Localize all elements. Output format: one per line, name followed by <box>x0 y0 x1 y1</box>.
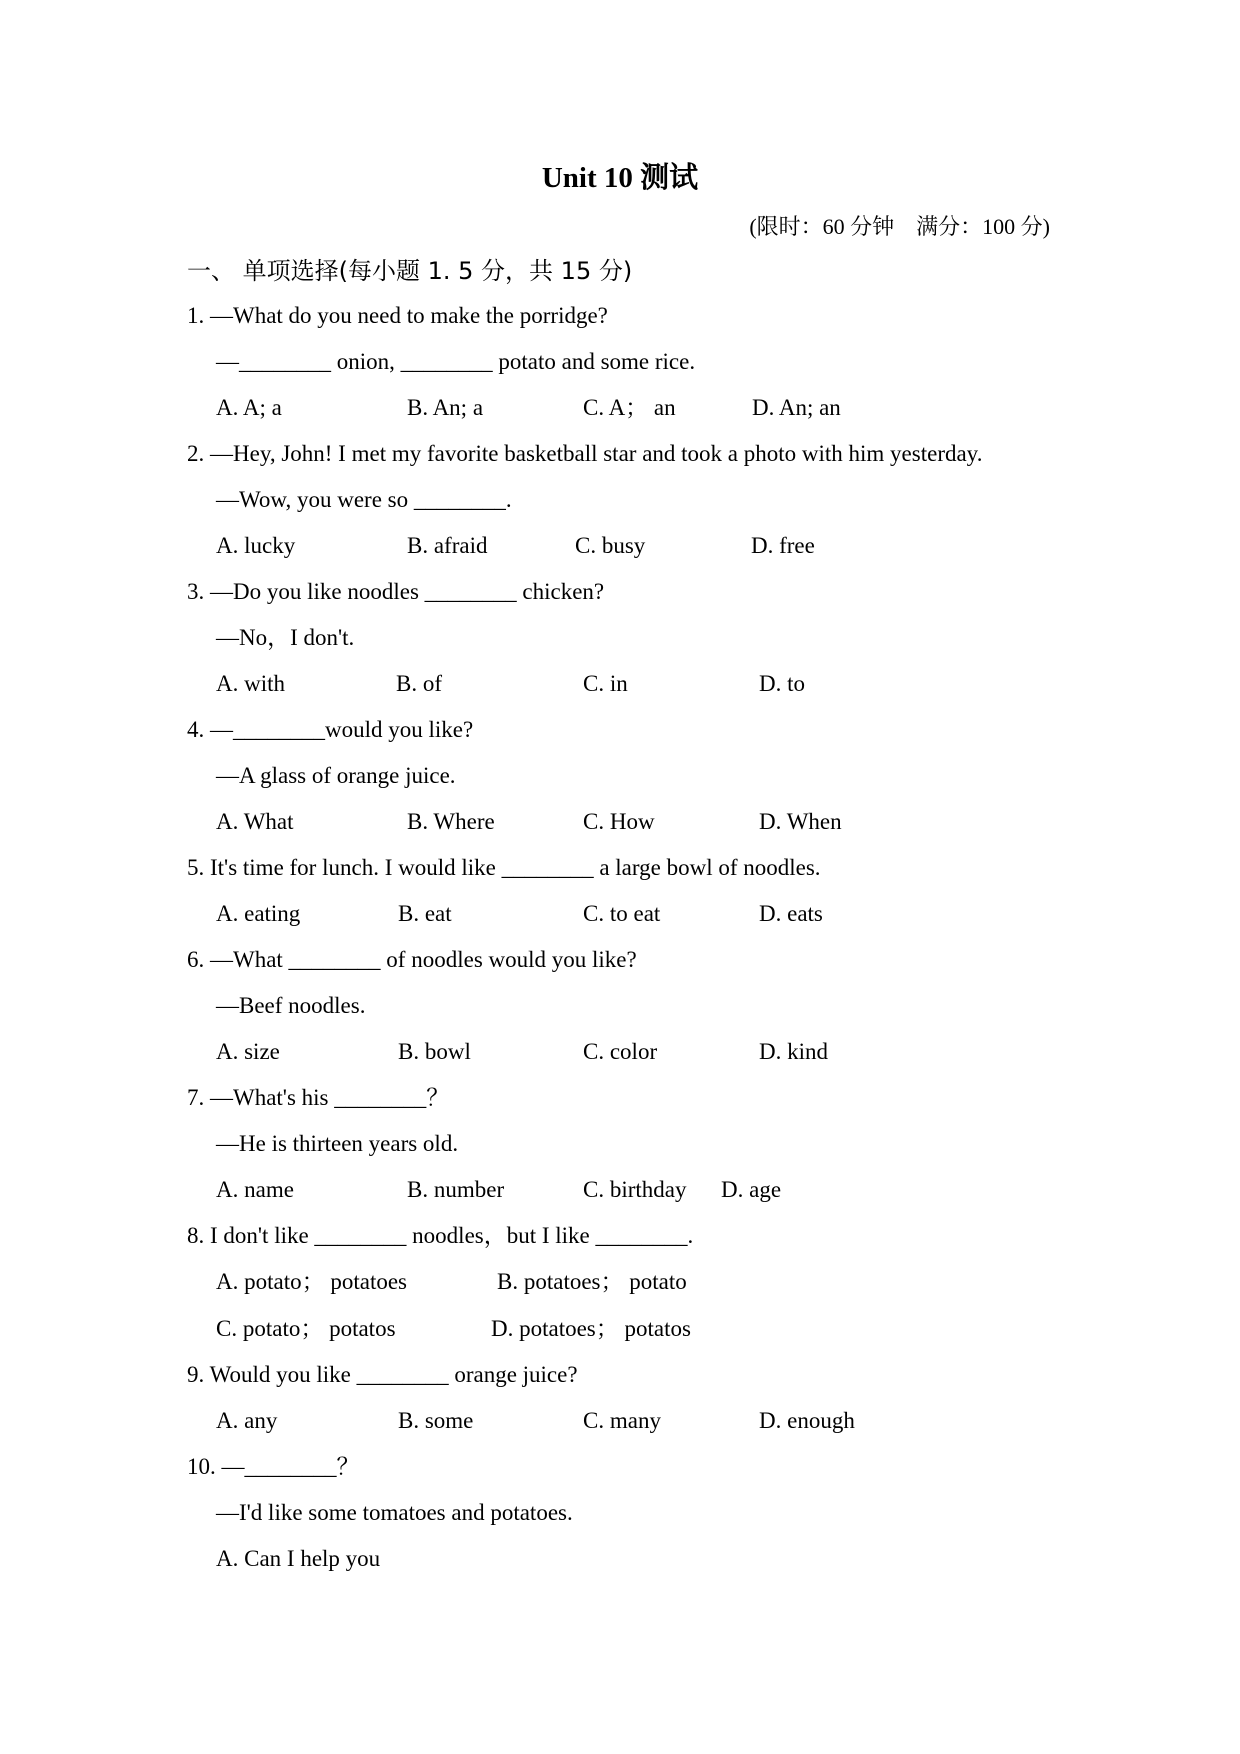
question-reply: —No，I don't. <box>216 625 355 650</box>
option: A. size <box>216 1039 280 1064</box>
option: A. name <box>216 1177 294 1202</box>
question-stem: 3. —Do you like noodles ________ chicken? <box>187 579 605 604</box>
option: D. age <box>721 1177 782 1202</box>
section-heading: 一、 单项选择(每小题 1. 5 分，共 15 分) <box>187 257 633 285</box>
question-reply: —I'd like some tomatoes and potatoes. <box>216 1500 573 1525</box>
question-reply: —A glass of orange juice. <box>216 763 456 788</box>
option: D. An; an <box>752 395 841 420</box>
option: B. of <box>396 671 442 696</box>
question-stem: 10. —________？ <box>187 1454 360 1479</box>
option: C. in <box>583 671 628 696</box>
option: C. busy <box>575 533 646 558</box>
option: B. potatoes； potato <box>497 1269 687 1294</box>
option: A. potato； potatoes <box>216 1269 407 1294</box>
option: B. number <box>407 1177 505 1202</box>
option: B. afraid <box>407 533 488 558</box>
question-stem: 9. Would you like ________ orange juice? <box>187 1362 578 1387</box>
time-score-limits: (限时：60 分钟 满分：100 分) <box>749 214 1050 239</box>
question-reply: —Beef noodles. <box>216 993 366 1018</box>
question-reply: —Wow, you were so ________. <box>216 487 512 512</box>
question-stem: 1. —What do you need to make the porridge? <box>187 303 608 328</box>
option: A. A; a <box>216 395 282 420</box>
option: D. enough <box>759 1408 855 1433</box>
option: B. some <box>398 1408 474 1433</box>
question-stem: 4. —________would you like? <box>187 717 474 742</box>
option: C. many <box>583 1408 661 1433</box>
option: A. lucky <box>216 533 296 558</box>
option: A. any <box>216 1408 278 1433</box>
option: D. When <box>759 809 842 834</box>
option: D. free <box>751 533 815 558</box>
option: A. eating <box>216 901 301 926</box>
page-title: Unit 10 测试 <box>541 162 699 194</box>
option: C. potato； potatos <box>216 1316 396 1341</box>
option: C. birthday <box>583 1177 687 1202</box>
question-reply: —________ onion, ________ potato and some rice. <box>216 349 696 374</box>
question-reply: —He is thirteen years old. <box>216 1131 459 1156</box>
option: A. with <box>216 671 285 696</box>
question-stem: 2. —Hey, John! I met my favorite basketball star and took a photo with him yesterday. <box>187 441 983 466</box>
option: C. to eat <box>583 901 661 926</box>
option: A. Can I help you <box>216 1546 381 1571</box>
option: D. potatoes； potatos <box>491 1316 691 1341</box>
option: B. Where <box>407 809 495 834</box>
option: B. bowl <box>398 1039 471 1064</box>
option: D. kind <box>759 1039 828 1064</box>
option: C. A； an <box>583 395 676 420</box>
option: C. color <box>583 1039 658 1064</box>
question-stem: 6. —What ________ of noodles would you like? <box>187 947 637 972</box>
option: C. How <box>583 809 655 834</box>
option: D. to <box>759 671 805 696</box>
question-stem: 8. I don't like ________ noodles，but I like ________. <box>187 1223 694 1248</box>
option: A. What <box>216 809 294 834</box>
question-stem: 5. It's time for lunch. I would like ________ a large bowl of noodles. <box>187 855 821 880</box>
option: B. eat <box>398 901 452 926</box>
question-stem: 7. —What's his ________？ <box>187 1085 450 1110</box>
option: D. eats <box>759 901 823 926</box>
option: B. An; a <box>407 395 484 420</box>
